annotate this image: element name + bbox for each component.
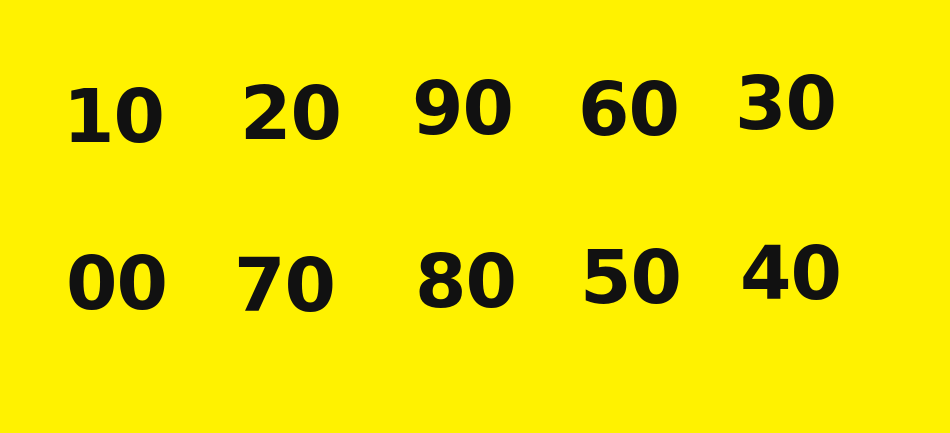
number-row1-item4: 60 [578, 67, 679, 153]
number-row2-item1: 00 [66, 241, 167, 327]
number-row2-item3: 80 [415, 239, 516, 325]
number-row1-item5: 30 [735, 61, 836, 147]
number-row2-item4: 50 [580, 235, 681, 321]
number-row2-item5: 40 [740, 231, 841, 317]
number-row1-item1: 10 [63, 74, 164, 160]
number-row1-item3: 90 [412, 66, 513, 152]
number-row1-item2: 20 [240, 71, 341, 157]
number-row2-item2: 70 [234, 243, 335, 329]
